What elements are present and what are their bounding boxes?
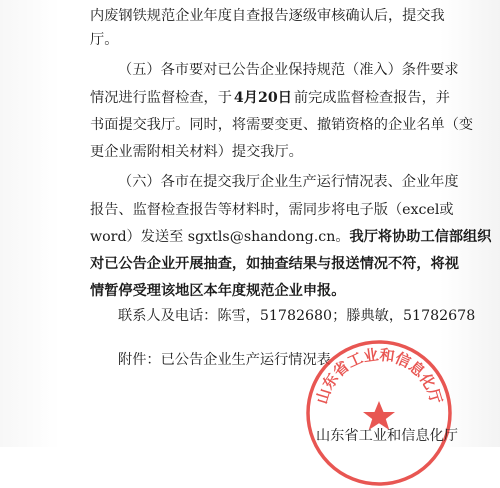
text-line [0, 30, 500, 50]
text-run-bold: 情暂停受理该地区本年度规范企业申报。 [90, 283, 346, 299]
text-run: （五）各市要对已公告企业保持规范（准入）条件要求 [118, 62, 459, 78]
text-run: 厅。 [90, 32, 119, 48]
contact-text: 联系人及电话：陈雪，51782680；滕典敏，51782678 [118, 308, 476, 324]
attachment-text: 附件：已公告企业生产运行情况表 [118, 352, 331, 368]
text-run-bold: 我厅将协助工信部组织 [349, 229, 492, 245]
text-run: 更企业需附相关材料）提交我厅。 [90, 144, 303, 160]
text-line [0, 227, 500, 247]
text-line [0, 88, 500, 108]
official-seal-icon [304, 338, 454, 488]
text-run-bold: 对已公告企业开展抽查，如抽查结果与报送情况不符，将视 [90, 256, 459, 272]
text-line [0, 60, 500, 80]
text-line [0, 254, 500, 274]
text-line [0, 200, 500, 220]
text-run: 情况进行监督检查，于 [90, 90, 232, 106]
signature-line [0, 426, 500, 446]
contact-line [0, 306, 500, 326]
text-run: 书面提交我厅。同时，将需要变更、撤销资格的企业名单（变 [90, 117, 474, 133]
text-line [0, 6, 500, 26]
text-run: 报告、监督检查报告等材料时，需同步将电子版（excel或 [90, 202, 454, 218]
text-run: word）发送至 sgxtls@shandong.cn。 [90, 229, 350, 245]
text-line [0, 142, 500, 162]
text-run: 内废钢铁规范企业年度自查报告逐级审核确认后，提交我 [90, 8, 445, 24]
text-line [0, 172, 500, 192]
text-run: 前完成监督检查报告，并 [293, 90, 450, 106]
text-run-bold: 4月20日 [233, 90, 292, 106]
text-line [0, 115, 500, 135]
text-run: （六）各市在提交我厅企业生产运行情况表、企业年度 [118, 174, 459, 190]
text-line [0, 281, 500, 301]
seal-arc-text: 山东省工业和信息化厅 [312, 345, 446, 407]
issuing-authority: 山东省工业和信息化厅 [316, 428, 458, 444]
